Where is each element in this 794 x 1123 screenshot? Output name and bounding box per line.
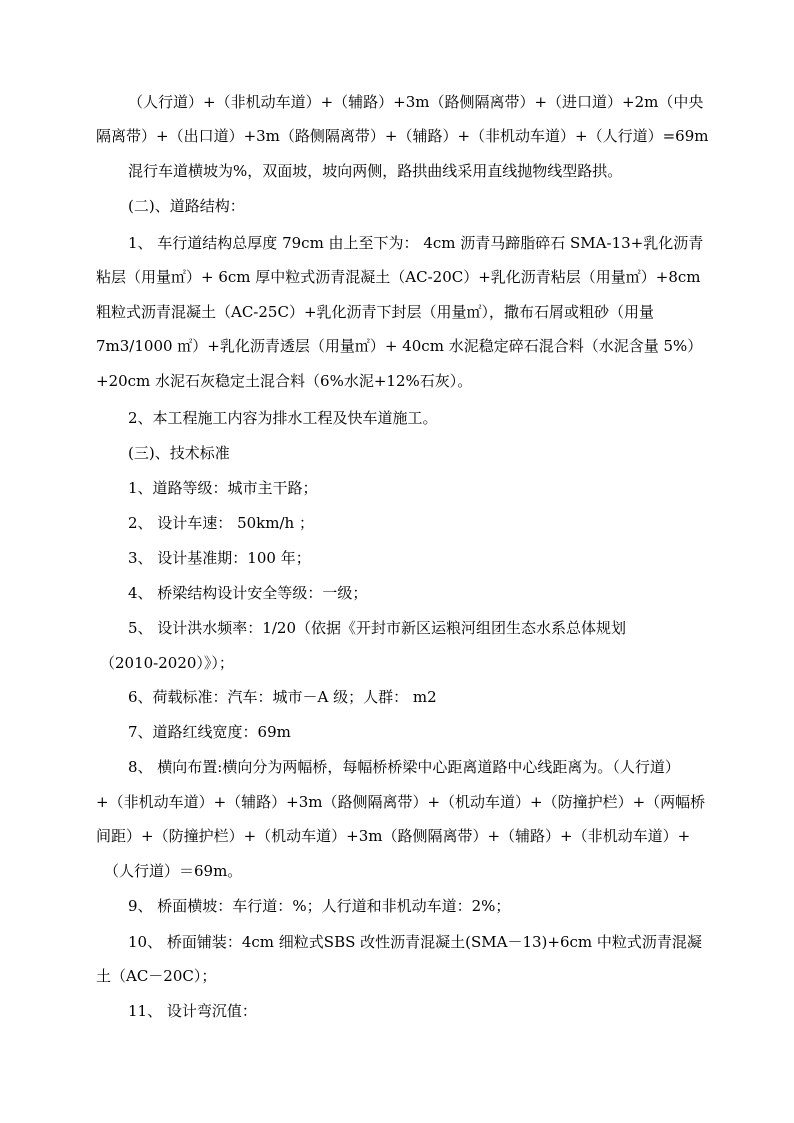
- section-heading: (二)、道路结构：: [128, 197, 245, 215]
- body-line: 11、 设计弯沉值：: [128, 1002, 257, 1020]
- body-line: 8、 横向布置:横向分为两幅桥，每幅桥桥梁中心距离道路中心线距离为。（人行道）: [128, 758, 680, 776]
- body-line: 1、 车行道结构总厚度 79cm 由上至下为： 4cm 沥青马蹄脂碎石 SMA-13+乳化沥青: [128, 234, 704, 252]
- body-line: 3、 设计基准期：100 年；: [128, 549, 311, 567]
- body-line: 2、本工程施工内容为排水工程及快车道施工。: [128, 409, 438, 427]
- body-line: （2010-2020）》）；: [100, 654, 234, 672]
- body-line: 粗粒式沥青混凝土（AC-25C）+乳化沥青下封层（用量㎡），撒布石屑或粗砂（用量: [96, 303, 655, 321]
- body-line: （人行道）+（非机动车道）+（辅路）+3m（路侧隔离带）+（进口道）+2m（中央: [128, 93, 704, 111]
- body-line: 5、 设计洪水频率：1/20（依据《开封市新区运粮河组团生态水系总体规划: [128, 619, 626, 637]
- body-line: 10、 桥面铺装：4cm 细粒式SBS 改性沥青混凝土(SMA－13)+6cm 中粒式沥青混凝: [128, 933, 702, 951]
- body-line: （人行道）＝69m。: [104, 862, 243, 880]
- body-line: 土（AC－20C）；: [96, 967, 217, 985]
- body-line: 2、 设计车速： 50km/h ；: [128, 514, 314, 532]
- body-line: 混行车道横坡为%，双面坡，坡向两侧，路拱曲线采用直线抛物线型路拱。: [128, 162, 623, 180]
- body-line: 9、 桥面横坡：车行道：%；人行道和非机动车道：2%；: [128, 897, 511, 915]
- body-line: +20cm 水泥石灰稳定土混合料（6%水泥+12%石灰）。: [96, 372, 473, 390]
- body-line: 6、荷载标准：汽车：城市－A 级；人群： m2: [128, 688, 437, 706]
- body-line: 4、 桥梁结构设计安全等级：一级；: [128, 584, 368, 602]
- body-line: 间距）+（防撞护栏）+（机动车道）+3m（路侧隔离带）+（辅路）+（非机动车道）+: [96, 827, 691, 845]
- body-line: 1、道路等级：城市主干路；: [128, 479, 318, 497]
- body-line: 7m3/1000 ㎡）+乳化沥青透层（用量㎡）+ 40cm 水泥稳定碎石混合料（水泥含量 5%）: [96, 337, 703, 355]
- body-line: 粘层（用量㎡）+ 6cm 厚中粒式沥青混凝土（AC-20C）+乳化沥青粘层（用量㎡）+8cm: [96, 268, 701, 286]
- body-line: 隔离带）+（出口道）+3m（路侧隔离带）+（辅路）+（非机动车道）+（人行道）=69m: [96, 127, 709, 145]
- body-line: 7、道路红线宽度：69m: [128, 723, 291, 741]
- body-line: +（非机动车道）+（辅路）+3m（路侧隔离带）+（机动车道）+（防撞护栏）+（两幅桥: [96, 793, 706, 811]
- section-heading: (三)、技术标准: [128, 444, 230, 462]
